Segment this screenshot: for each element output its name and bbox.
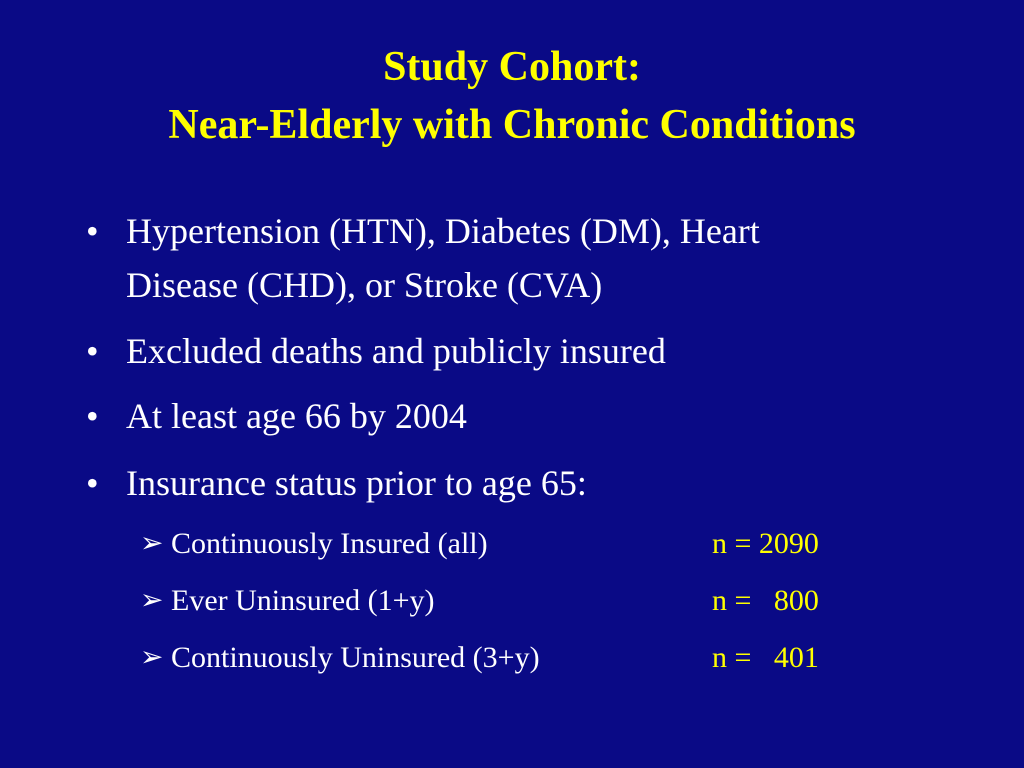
bullet-text: Insurance status prior to age 65:: [126, 463, 587, 503]
arrow-bullet-icon: ➢: [140, 528, 164, 559]
sub-bullet-label: Continuously Uninsured (3+y): [171, 641, 540, 674]
sub-bullet-count: n = 800: [712, 584, 819, 617]
bullet-text-line-2: Disease (CHD), or Stroke (CVA): [126, 265, 603, 305]
slide-title: [0, 38, 1024, 154]
title-line-1: Study Cohort:: [383, 44, 641, 90]
bullet-text: At least age 66 by 2004: [126, 396, 467, 436]
bullet-item-conditions: [86, 204, 946, 312]
sub-bullet-label: Ever Uninsured (1+y): [171, 584, 435, 617]
arrow-bullet-icon: ➢: [140, 585, 164, 616]
bullet-dot-icon: •: [86, 463, 99, 503]
bullet-item-age: [86, 389, 946, 443]
bullet-dot-icon: •: [86, 396, 99, 436]
sub-bullet-count: n = 401: [712, 641, 819, 674]
sub-bullet-count: n = 2090: [712, 527, 819, 560]
bullet-dot-icon: •: [86, 331, 99, 371]
bullet-item-exclusions: [86, 324, 946, 378]
bullet-text: Excluded deaths and publicly insured: [126, 331, 666, 371]
sub-bullet-label: Continuously Insured (all): [171, 527, 488, 560]
bullet-dot-icon: •: [86, 211, 99, 251]
bullet-text-line-1: Hypertension (HTN), Diabetes (DM), Heart: [126, 211, 760, 251]
title-line-2: Near-Elderly with Chronic Conditions: [168, 102, 856, 148]
bullet-item-insurance-status: [86, 456, 946, 510]
arrow-bullet-icon: ➢: [140, 642, 164, 673]
